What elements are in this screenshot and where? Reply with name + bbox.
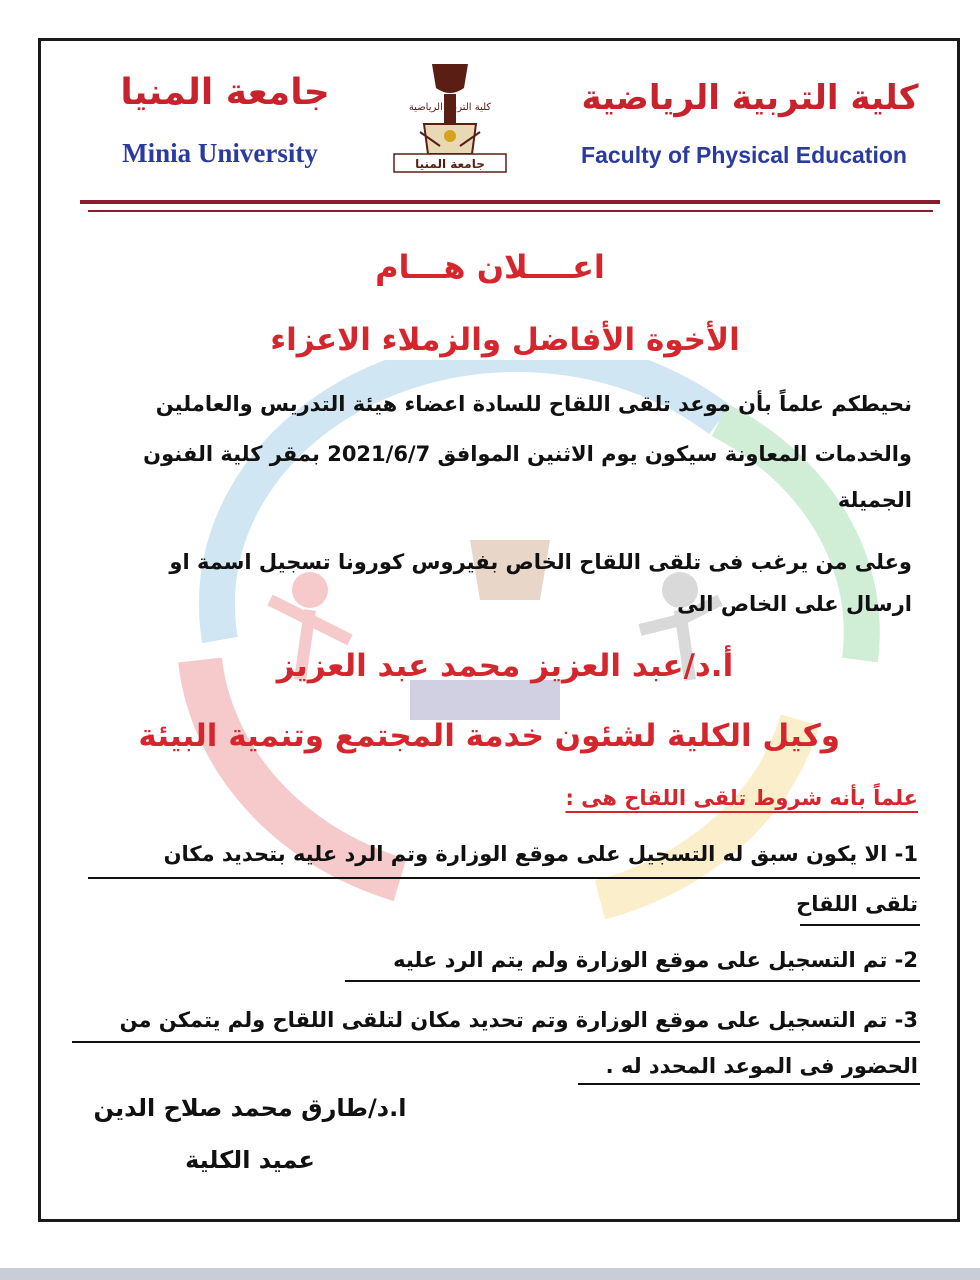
salutation: الأخوة الأفاضل والزملاء الاعزاء — [270, 322, 740, 358]
condition-1-underline — [88, 877, 920, 879]
condition-3-underline-2 — [578, 1083, 920, 1085]
university-name-english: Minia University — [122, 138, 318, 168]
logo-bottom-text: جامعة المنيا — [415, 157, 485, 171]
condition-1-line-1: 1- الا يكون سبق له التسجيل على موقع الوزارة وتم الرد عليه بتحديد مكان — [163, 842, 918, 866]
logo-top-text: كلية التربية الرياضية — [408, 102, 492, 113]
condition-2: 2- تم التسجيل على موقع الوزارة ولم يتم الرد عليه — [393, 948, 918, 972]
university-name-arabic: جامعة المنيا — [120, 72, 330, 113]
condition-1-line-2: تلقى اللقاح — [796, 892, 918, 916]
condition-3-line-2: الحضور فى الموعد المحدد له . — [605, 1054, 918, 1078]
paragraph-1-line-1: نحيطكم علماً بأن موعد تلقى اللقاح للسادة اعضاء هيئة التدريس والعاملين — [155, 392, 912, 416]
signature-name: ا.د/طارق محمد صلاح الدين — [93, 1094, 407, 1122]
conditions-heading: علماً بأنه شروط تلقى اللقاح هى : — [565, 786, 918, 810]
announcement-title: اعــــلان هـــام — [375, 248, 605, 286]
faculty-logo — [380, 58, 520, 176]
condition-1-underline-2 — [800, 924, 920, 926]
condition-3-line-1: 3- تم التسجيل على موقع الوزارة وتم تحديد مكان لتلقى اللقاح ولم يتمكن من — [119, 1008, 918, 1032]
condition-2-underline — [345, 980, 920, 982]
contact-title: وكيل الكلية لشئون خدمة المجتمع وتنمية البيئة — [138, 718, 840, 754]
header-divider — [80, 200, 940, 204]
paragraph-1-line-3: الجميلة — [837, 488, 912, 512]
condition-3-underline — [72, 1041, 920, 1043]
paragraph-1-line-2: والخدمات المعاونة سيكون يوم الاثنين الموافق 2021/6/7 بمقر كلية الفنون — [143, 442, 912, 466]
faculty-name-arabic: كلية التربية الرياضية — [581, 78, 919, 118]
contact-name: أ.د/عبد العزيز محمد عبد العزيز — [276, 648, 734, 684]
bottom-scrollbar-area — [0, 1268, 980, 1280]
header-divider-thin — [88, 210, 933, 212]
signature-title: عميد الكلية — [185, 1146, 315, 1174]
faculty-name-english: Faculty of Physical Education — [581, 142, 907, 168]
paragraph-2-line-2: ارسال على الخاص الى — [677, 592, 912, 616]
paragraph-2-line-1: وعلى من يرغب فى تلقى اللقاح الخاص بفيروس كورونا تسجيل اسمة او — [169, 550, 912, 574]
